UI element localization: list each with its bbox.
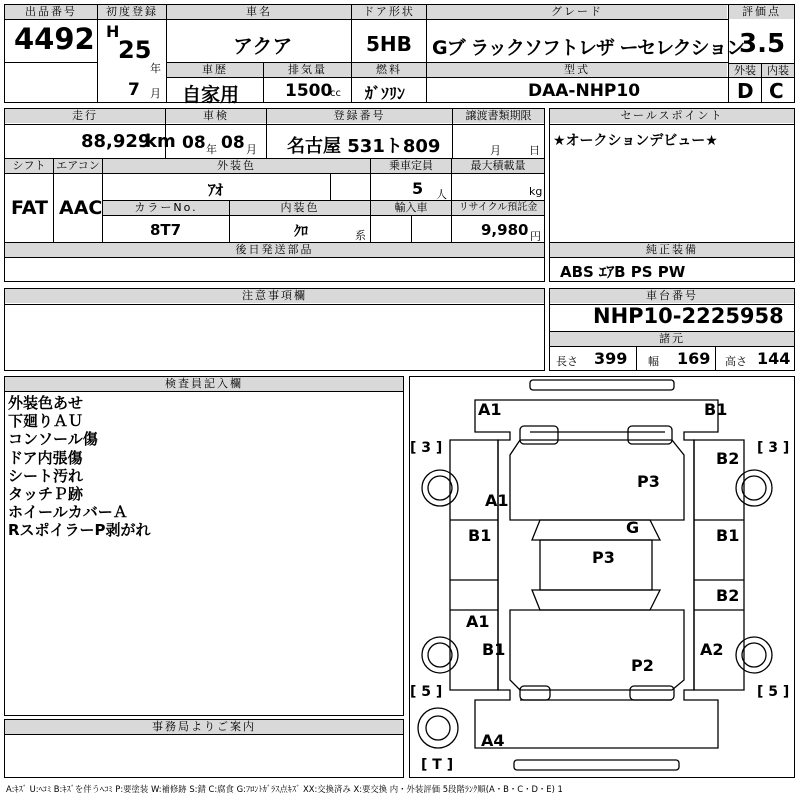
damage-mark: A1 — [466, 612, 490, 631]
recycle-unit: 円 — [530, 230, 541, 243]
insp-year: 08 — [182, 133, 206, 153]
roof-panel — [530, 380, 674, 390]
specs-block — [4, 108, 545, 243]
height: 144 — [757, 349, 791, 368]
year: 25 — [118, 36, 152, 64]
legend: A:ｷｽﾞ U:ﾍｺﾐ B:ｷｽﾞを伴うﾍｺﾐ P:要塗装 W:補修跡 S:錆 C:腐食 G:ﾌﾛﾝﾄｶﾞﾗｽ点ｷｽﾞ XX:交換済み X:要交換 内・外装評価 5段階ﾗﾝｸ順(A・B・C・D・E) 1 — [6, 784, 563, 794]
spare-tire-icon — [418, 708, 458, 748]
damage-mark: B2 — [716, 586, 740, 605]
history-label: 車歴 — [167, 63, 263, 77]
corner-mark: [ 3 ] — [410, 440, 443, 456]
damage-mark: P3 — [637, 472, 660, 491]
interior-label: 内装 — [762, 64, 794, 78]
car-name-label: 車名 — [167, 5, 351, 19]
grade: Gブ ラックソフトレザ ーセレクション — [432, 37, 745, 59]
inspector-note: シート汚れ — [8, 466, 84, 485]
height-label: 高さ — [725, 355, 747, 368]
later-parts-label: 後日発送部品 — [5, 243, 544, 257]
trunk — [510, 610, 684, 690]
lot-number-label: 出品番号 — [5, 5, 97, 19]
score: 3.5 — [739, 29, 786, 59]
sales-point-text: ★オークションデビュー★ — [553, 133, 718, 149]
corner-mark: [ 5 ] — [410, 684, 443, 700]
corner-mark: [ 5 ] — [757, 684, 790, 700]
capacity-label: 乗車定員 — [371, 159, 451, 173]
damage-mark: A4 — [481, 731, 505, 750]
displacement: 1500 — [285, 81, 333, 101]
recycle-label: リサイクル預託金 — [452, 201, 544, 215]
inspector-note: RスポイラーP剥がれ — [8, 521, 151, 540]
ext-color-label: 外装色 — [103, 159, 370, 173]
int-color: ｸﾛ — [294, 224, 308, 240]
capacity-unit: 人 — [436, 188, 447, 201]
damage-mark: A1 — [485, 491, 509, 510]
door: 5HB — [366, 32, 412, 56]
transfer-month-unit: 月 — [490, 144, 501, 157]
exterior-label: 外装 — [729, 64, 761, 78]
windshield — [532, 520, 660, 540]
recycle: 9,980 — [481, 221, 529, 239]
office-label: 事務局よりご案内 — [5, 720, 403, 734]
caution-label: 注意事項欄 — [5, 289, 544, 303]
inspector-note: 下廻りＡＵ — [8, 412, 84, 431]
damage-mark: B1 — [716, 526, 740, 545]
inspector-note: 外装色あせ — [8, 394, 84, 412]
mileage: 88,929 — [81, 131, 151, 152]
fuel-label: 燃料 — [352, 63, 426, 77]
ac: AAC — [59, 197, 103, 219]
damage-mark: B1 — [482, 640, 506, 659]
chassis-label: 車台番号 — [550, 289, 794, 303]
score-label: 評価点 — [729, 5, 794, 19]
sales-point-block — [549, 108, 795, 243]
car-outline-diagram — [409, 376, 795, 778]
year-unit: 年 — [150, 62, 161, 75]
chassis-number: NHP10-2225958 — [593, 304, 784, 328]
mileage-unit: km — [145, 131, 176, 152]
damage-mark: B2 — [716, 449, 740, 468]
inspector-note: タッチＰ跡 — [8, 485, 84, 504]
damage-mark: P3 — [592, 548, 615, 567]
max-load-label: 最大積載量 — [452, 159, 544, 173]
sales-point-label: セールスポイント — [550, 109, 794, 123]
rear-window — [532, 590, 660, 610]
mileage-label: 走行 — [5, 109, 165, 123]
int-color-label: 内装色 — [230, 201, 370, 215]
dimensions-label: 諸元 — [550, 332, 794, 346]
int-color-unit: 系 — [355, 229, 366, 242]
inspection-label: 車検 — [166, 109, 266, 123]
ac-label: エアコン — [54, 159, 102, 173]
history: 自家用 — [182, 84, 240, 106]
damage-mark: G — [626, 518, 640, 537]
month-unit: 月 — [150, 87, 161, 100]
transfer-label: 譲渡書類期限 — [453, 109, 544, 123]
transfer-day-unit: 日 — [529, 144, 540, 157]
insp-month: 08 — [221, 133, 245, 153]
equipment-label: 純正装備 — [550, 243, 794, 257]
shift-label: シフト — [5, 159, 53, 173]
inspector-note: コンソール傷 — [8, 430, 98, 449]
corner-mark: [ 3 ] — [757, 440, 790, 456]
length-label: 長さ — [556, 355, 578, 368]
lot-number: 4492 — [14, 22, 95, 56]
grade-label: グレード — [427, 5, 727, 19]
damage-mark: B1 — [468, 526, 492, 545]
damage-mark: A1 — [478, 400, 502, 419]
month: 7 — [128, 80, 140, 100]
shift: FAT — [11, 197, 48, 219]
rear-panel — [514, 760, 679, 770]
capacity: 5 — [412, 179, 424, 198]
registration: 名古屋 531ト809 — [287, 136, 441, 157]
inspector-notes — [8, 394, 151, 540]
insp-month-unit: 月 — [246, 143, 257, 156]
inspector-note: ホイールカバーＡ — [8, 503, 128, 522]
corner-mark: [ T ] — [421, 757, 454, 773]
inspector-label: 検査員記入欄 — [5, 377, 403, 391]
car-name: アクア — [233, 34, 293, 58]
interior-grade: C — [769, 79, 784, 103]
wheel-icons — [418, 470, 772, 748]
equipment-text: ABS ｴｱB PS PW — [560, 263, 686, 281]
ext-color: ｱｵ — [208, 181, 224, 199]
length: 399 — [594, 349, 628, 368]
width: 169 — [677, 349, 711, 368]
displacement-unit: cc — [330, 88, 341, 99]
color-no-label: カラーNo. — [103, 201, 229, 215]
width-label: 幅 — [648, 355, 659, 368]
fuel: ｶﾞｿﾘﾝ — [365, 84, 406, 103]
damage-mark: B1 — [704, 400, 728, 419]
displacement-label: 排気量 — [264, 63, 351, 77]
first-reg-label: 初度登録 — [98, 5, 166, 19]
damage-mark: P2 — [631, 656, 654, 675]
import-label: 輸入車 — [371, 201, 451, 215]
exterior-grade: D — [737, 79, 754, 103]
registration-label: 登録番号 — [267, 109, 452, 123]
max-load-unit: kg — [529, 185, 543, 198]
model-label: 型式 — [427, 63, 727, 77]
era: H — [106, 22, 120, 41]
damage-mark: A2 — [700, 640, 724, 659]
inspector-note: ドア内張傷 — [8, 448, 83, 467]
color-no: 8T7 — [150, 221, 182, 239]
model: DAA-NHP10 — [528, 81, 641, 101]
door-label: ドア形状 — [352, 5, 426, 19]
insp-year-unit: 年 — [206, 143, 217, 156]
